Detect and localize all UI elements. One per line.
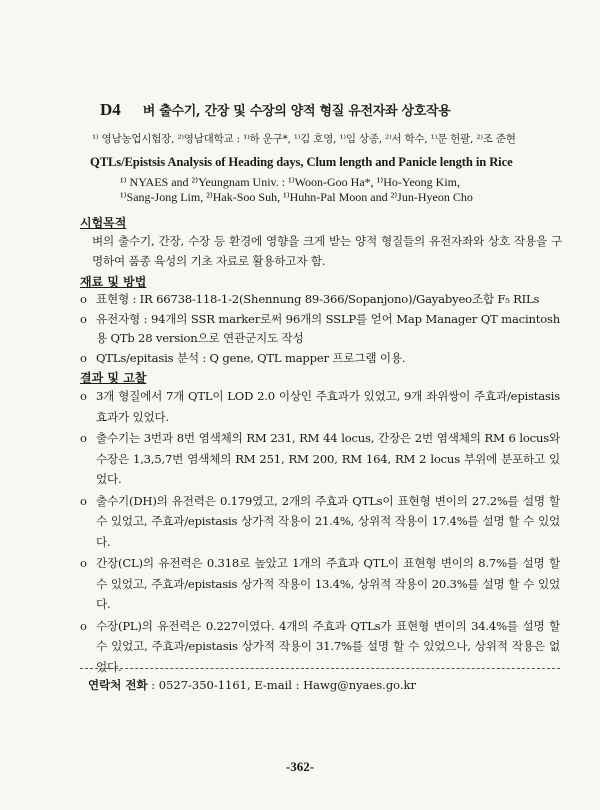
authors-line-2: ¹⁾Sang-Jong Lim, ²⁾Hak-Soo Suh, ¹⁾Huhn-Pal Moon and ²⁾Jun-Hyeon Cho <box>120 189 473 204</box>
list-item-text: 유전자형 : 94개의 SSR marker로써 96개의 SSLP를 얻어 Map Manager QT macintosh용 QTb 28 version으로 연관군지도 작성 <box>96 311 560 345</box>
objective-text: 벼의 출수기, 간장, 수장 등 환경에 영향을 크게 받는 양적 형질들의 유전자좌와 상호 작용을 구명하여 품종 육성의 기초 자료로 활용하고자 함. <box>92 234 562 268</box>
list-item-text: 출수기는 3번과 8번 염색체의 RM 231, RM 44 locus, 간장은 2번 염색체의 RM 6 locus와 수장은 1,3,5,7번 염색체의 RM 251, RM 200, RM 164, RM 2 locus 부위에 분포하고 있었다. <box>96 431 560 486</box>
list-item <box>80 553 560 615</box>
bullet-marker: o <box>80 350 87 365</box>
list-item <box>80 428 560 490</box>
authors-line-1: ¹⁾ NYAES and ²⁾Yeungnam Univ. : ¹⁾Woon-Goo Ha*, ¹⁾Ho-Yeong Kim, <box>120 175 460 189</box>
dashed-divider <box>80 668 560 669</box>
contact-line <box>88 677 416 693</box>
bullet-marker: o <box>80 389 87 403</box>
authors-english <box>120 175 550 204</box>
contact-label: 연락처 전화 <box>88 678 148 692</box>
list-item <box>80 349 560 369</box>
title-korean: 벼 출수기, 간장 및 수장의 양적 형질 유전자좌 상호작용 <box>142 104 451 119</box>
title-row <box>100 100 560 120</box>
page-number: -362- <box>285 759 315 774</box>
bullet-marker: o <box>80 292 87 306</box>
list-item <box>80 310 560 349</box>
bullet-marker: o <box>80 556 87 570</box>
objective-heading: 시험목적 <box>80 216 127 230</box>
bullet-marker: o <box>80 431 87 445</box>
contact-value: : 0527-350-1161, E-mail : Hawg@nyaes.go.kr <box>151 678 417 692</box>
bullet-marker: o <box>80 493 87 508</box>
bullet-marker: o <box>80 311 87 326</box>
abstract-code: D4 <box>100 100 121 119</box>
list-item-text: 출수기(DH)의 유전력은 0.179였고, 2개의 주효과 QTLs이 표현형 변이의 27.2%를 설명 할 수 있었고, 주효과/epistasis 상가적 작용이 21.4%, 상위적 작용이 17.4%를 설명 할 수 있었다. <box>96 493 560 549</box>
list-item-text: 표현형 : IR 66738-118-1-2(Shennung 89-366/Sopanjono)/Gayabyeo조합 F₅ RILs <box>96 292 540 306</box>
methods-list <box>80 290 560 368</box>
results-list <box>80 386 560 678</box>
list-item-text: 3개 형질에서 7개 QTL이 LOD 2.0 이상인 주효과가 있었고, 9개 좌위쌍이 주효과/epistasis 효과가 있었다. <box>96 389 560 424</box>
title-english: QTLs/Epistsis Analysis of Heading days, Clum length and Panicle length in Rice <box>90 155 513 169</box>
methods-heading: 재료 및 방법 <box>80 275 147 289</box>
bullet-marker: o <box>80 618 87 633</box>
list-item <box>80 491 560 553</box>
list-item-text: 간장(CL)의 유전력은 0.318로 높았고 1개의 주효과 QTL이 표현형 변이의 8.7%를 설명 할 수 있었고, 주효과/epistasis 상가적 작용이 13.4%, 상위적 작용이 20.3%를 설명 할 수 있었다. <box>96 556 560 611</box>
list-item-text: QTLs/epitasis 분석 : Q gene, QTL mapper 프로그램 이용. <box>96 350 406 365</box>
results-heading: 결과 및 고찰 <box>80 371 147 385</box>
list-item-text: 수장(PL)의 유전력은 0.227이였다. 4개의 주효과 QTLs가 표현형 변이의 34.4%를 설명 할 수 있었고, 주효과/epistasis 상가적 작용이 31.7%를 설명 할 수 있었으나, 상위적 작용은 없었다. <box>96 618 560 674</box>
affiliation-korean: ¹⁾ 영남농업시험장, ²⁾영남대학교 : ¹⁾하 운구*, ¹⁾김 호영, ¹⁾임 상종, ²⁾서 학수, ¹⁾문 헌팔, ²⁾조 준현 <box>92 133 516 145</box>
list-item <box>80 290 560 310</box>
list-item <box>80 386 560 427</box>
